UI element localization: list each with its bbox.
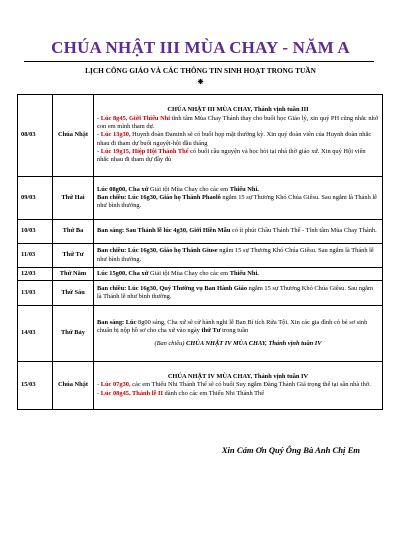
event-text: Giải tội Mùa Chay cho các em [148,269,230,277]
event-text: các em Thiếu Nhi Thánh Thể sẽ có buổi Suy ngắm Đàng Thánh Giá trọng thể tại sân nhà thờ. [130,381,371,389]
event-line [97,381,379,389]
event-line [97,148,379,165]
event-cell [94,244,383,268]
date-cell: 09/03 [18,177,53,220]
day-cell: Thứ Hai [53,177,94,220]
table-row [18,306,383,362]
date-cell: 12/03 [18,268,53,281]
event-cell [94,268,383,281]
date-cell: 13/03 [18,281,53,306]
event-time: Ban chiều: Lúc 16g30, Quý Thường vụ Ban Hành Giáo [97,284,248,292]
event-time: Ban sáng: Lúc [97,319,137,326]
event-text: Giải tội Mùa Chay cho các em [148,185,230,193]
event-text: ngắm 15 sự Thương Khó Chúa Giêsu. Sau ngắm là Thánh lễ như bình thường. [97,284,373,300]
day-cell: Thứ Ba [53,220,94,244]
feast-header: CHÚA NHẬT III MÙA CHAY, Thánh vịnh tuần III [167,106,309,114]
event-line [97,194,379,211]
table-row [18,268,383,281]
vigil-prefix: (Ban chiều) [154,339,187,347]
event-time: - Lúc 19g15, Hiệp Hội Thánh Thể [97,147,189,155]
event-time: Lúc 15g00, Cha xứ [97,269,149,277]
date-cell: 15/03 [18,362,53,410]
date-cell: 10/03 [18,220,53,244]
table-row [18,362,383,410]
event-text: 8g00 sáng, Cha xứ sẽ cử hành nghi lễ Ban Bí tích Rửa Tội. Xin các gia đình có bé sơ sinh chuẩn bị nộp hồ sơ cho cha xứ vào ngày [97,319,368,335]
day-cell: Chúa Nhật [53,95,94,177]
event-time: - Lúc 08g45, Thánh lễ II [97,389,163,397]
event-time: - Lúc 13g30, [97,131,131,139]
title-underline [24,61,374,62]
event-line [97,390,379,398]
event-text: Huynh đoàn Đaminh sẽ có buổi họp mặt thường kỳ. Xin quý đoàn viên của Huynh đoàn nhắc nhau đi tham dự buổi nguyệt-hội đầu tháng [97,131,372,147]
event-text: dành cho các em Thiếu Nhi Thánh Thể [162,389,265,397]
event-time: Ban sáng: Sau Thánh lễ lúc 4g30, Giới Hiền Mẫu [97,227,231,235]
event-time: - Lúc 07g30, [97,381,131,389]
event-cell [94,306,383,362]
event-text: trong tuần [220,327,249,335]
event-line [97,186,379,194]
event-emphasis: Thiếu Nhi. [229,185,259,193]
event-emphasis: thứ Tư [201,327,221,335]
event-cell [94,95,383,177]
page-subtitle: LỊCH CÔNG GIÁO VÀ CÁC THÔNG TIN SINH HOẠT TRONG TUẦN [85,66,316,75]
feast-header: CHÚA NHẬT IV MÙA CHAY, Thánh vịnh tuần IV [167,373,309,380]
table-row [18,220,383,244]
table-row [18,281,383,306]
page-title: CHÚA NHẬT III MÙA CHAY - NĂM A [51,38,350,57]
event-text: ngắm 15 sự Thương Khó Chúa Giêsu. Sau ngắm là Thánh lễ như bình thường. [97,193,377,210]
vigil-header: CHÚA NHẬT IV MÙA CHAY, Thánh vịnh tuần IV [186,339,322,347]
event-cell [94,177,383,220]
event-text: tĩnh tâm Mùa Chay Thánh thay cho buổi học Giáo lý, xin quý PH cũng nhắc nhở con em mình tham dự. [97,114,379,130]
day-cell: Thứ Sáu [53,281,94,306]
event-line [97,131,379,148]
schedule-table [17,94,383,410]
ornament-icon: ❉ [197,78,204,86]
day-cell: Thứ Tư [53,244,94,268]
event-text: có buổi cầu nguyện và học hỏi tại nhà thờ giáo xứ. Xin quý Hội viên nhắc nhau đi tham dự đầy đủ [97,147,366,164]
closing-note: Xin Cám Ơn Quý Ông Bà Anh Chị Em [221,445,360,455]
date-cell: 08/03 [18,95,53,177]
day-cell: Chúa Nhật [53,362,94,410]
event-text: có ít phút Chầu Thánh Thể - Tĩnh tâm Mùa Chay Thánh. [230,227,377,235]
vigil-line [97,340,379,348]
event-time: Ban chiều: Lúc 16g30, Giáo họ Thánh Giuse [97,247,218,255]
event-cell [94,362,383,410]
event-time: Ban chiều: Lúc 16g30, Giáo họ Thánh Phaolô [97,193,221,201]
table-row [18,95,383,177]
event-text: ngắm 15 sự Thương Khó Chúa Giêsu. Sau ngắm là Thánh lễ như bình thường. [97,247,374,263]
event-cell [94,220,383,244]
date-cell: 11/03 [18,244,53,268]
table-row [18,177,383,220]
day-cell: Thứ Năm [53,268,94,281]
date-cell: 14/03 [18,306,53,362]
event-time: - Lúc 8g45, Giới Thiếu Nhi [97,114,171,122]
event-emphasis: Thiếu Nhi. [229,269,259,277]
event-time: Lúc 08g00, Cha xứ [97,185,149,193]
event-cell [94,281,383,306]
table-row [18,244,383,268]
day-cell: Thứ Bảy [53,306,94,362]
event-line [97,115,379,132]
event-line [97,319,379,336]
